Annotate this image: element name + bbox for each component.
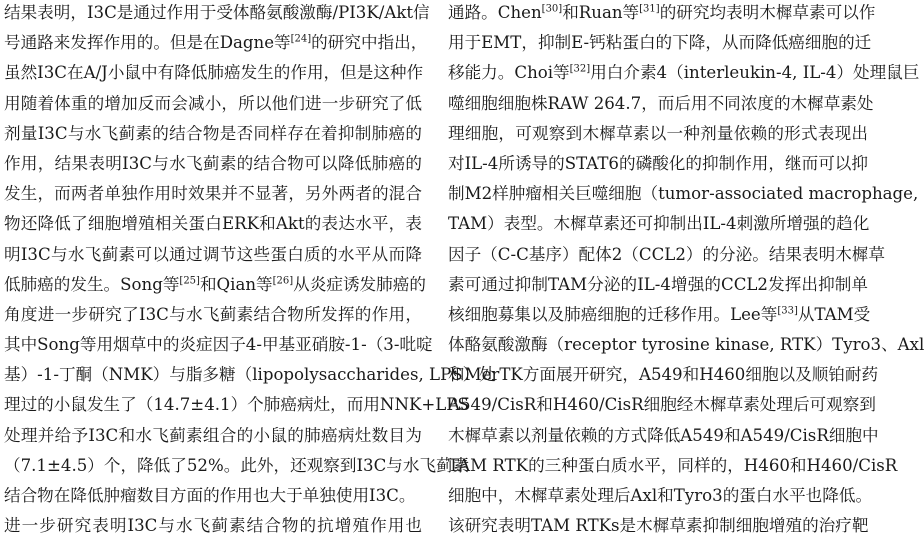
text-line: 处理并给予I3C和水飞蓟素组合的小鼠的肺癌病灶数目为 [4,425,422,445]
text-line: 作用，结果表明I3C与水飞蓟素的结合物可以降低肺癌的 [4,153,422,173]
text-line: 该研究表明TAM RTKs是木樨草素抑制细胞增殖的治疗靶 [448,516,869,536]
text-line: （7.1±4.5）个，降低了52%。此外，还观察到I3C与水飞蓟素 [4,455,470,475]
text-line: 角度进一步研究了I3C与水飞蓟素结合物所发挥的作用， [4,304,422,324]
text-line: 明I3C与水飞蓟素可以通过调节这些蛋白质的水平从而降 [4,244,422,264]
text-line: TAM）表型。木樨草素还可抑制出IL-4刺激所增强的趋化 [448,214,870,234]
text-line: 理细胞，可观察到木樨草素以一种剂量依赖的形式表现出 [448,123,868,143]
text-line: 虽然I3C在A/J小鼠中有降低肺癌发生的作用，但是这种作 [4,63,424,83]
text-line: 噬细胞细胞株RAW 264.7，而后用不同浓度的木樨草素处 [448,93,874,113]
text-line: 进一步研究表明I3C与水飞蓟素结合物的抗增殖作用也 [4,516,422,536]
text-line: 对IL-4所诱导的STAT6的磷酸化的抑制作用，继而可以抑 [448,153,868,173]
text-line: 结合物在降低肿瘤数目方面的作用也大于单独使用I3C。 [4,486,416,505]
text-line: TAM RTK的三种蛋白质水平，同样的，H460和H460/CisR [448,455,898,475]
left-column [4,0,496,541]
text-line: 结果表明，I3C是通过作用于受体酪氨酸激酶/PI3K/Akt信 [4,3,430,22]
text-line: 通路。Chen[30]和Ruan等[31]的研究均表明木樨草素可以作 [448,3,876,22]
text-line: 发生，而两者单独作用时效果并不显著，另外两者的混合 [4,184,422,204]
text-line: 制M2样肿瘤相关巨噬细胞（tumor-associated macrophage, [448,184,919,204]
right-column [448,0,924,541]
text-line: 木樨草素以剂量依赖的方式降低A549和A549/CisR细胞中 [448,425,879,445]
text-line: 和MerTK方面展开研究，A549和H460细胞以及顺铂耐药 [448,365,879,385]
text-line: 核细胞募集以及肺癌细胞的迁移作用。Lee等[33]从TAM受 [448,304,871,324]
text-line: 移能力。Choi等[32]用白介素4（interleukin-4, IL-4）处理鼠巨 [448,63,920,83]
text-line: 剂量I3C与水飞蓟素的结合物是否同样存在着抑制肺癌的 [4,123,422,143]
text-line: 基）-1-丁酮（NMK）与脂多糖（lipopolysaccharides, LPS）处 [4,365,496,385]
text-line: 其中Song等用烟草中的炎症因子4-甲基亚硝胺-1-（3-吡啶 [4,335,433,355]
text-line: 细胞中，木樨草素处理后Axl和Tyro3的蛋白水平也降低。 [448,486,873,505]
text-line: 号通路来发挥作用的。但是在Dagne等[24]的研究中指出， [4,33,428,53]
text-line: A549/CisR和H460/CisR细胞经木樨草素处理后可观察到 [448,395,876,415]
text-line: 物还降低了细胞增殖相关蛋白ERK和Akt的表达水平，表 [4,214,422,234]
text-line: 低肺癌的发生。Song等[25]和Qian等[26]从炎症诱发肺癌的 [4,274,426,294]
text-line: 体酪氨酸激酶（receptor tyrosine kinase, RTK）Tyro3、Axl [448,335,924,355]
text-line: 因子（C-C基序）配体2（CCL2）的分泌。结果表明木樨草 [448,244,885,264]
text-line: 理过的小鼠发生了（14.7±4.1）个肺癌病灶，而用NNK+LPS [4,395,469,415]
text-line: 用于EMT，抑制E-钙粘蛋白的下降，从而降低癌细胞的迁 [448,33,872,53]
text-line: 素可通过抑制TAM分泌的IL-4增强的CCL2发挥出抑制单 [448,274,868,294]
text-line: 用随着体重的增加反而会减小，所以他们进一步研究了低 [4,93,422,113]
